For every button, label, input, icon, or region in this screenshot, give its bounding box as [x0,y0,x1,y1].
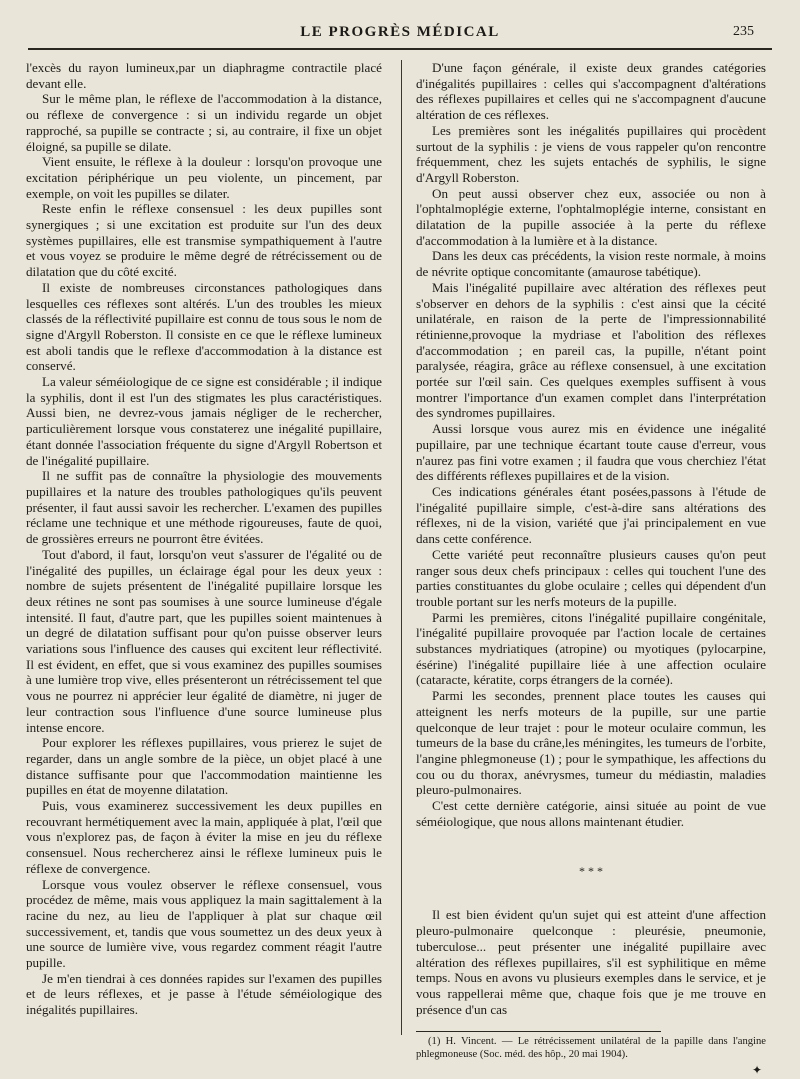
header-rule [28,48,772,50]
paragraph: Parmi les secondes, prennent place toutes les causes qui atteignent les nerfs moteurs de la pupille, sur une partie quelconque de leur trajet : pour le moteur oculaire commun, les tumeurs de la base du crâne,les méningites, les tumeurs de l'orbite, l'angine phlegmoneuse (1) ; pour le sympathique, les affections du cou ou du thorax, anévrysmes, tumeur du médiastin, maladies pleuro-pulmonaires. [416,688,766,798]
paragraph: Tout d'abord, il faut, lorsqu'on veut s'assurer de l'égalité ou de l'inégalité des pupilles, un éclairage égal pour les deux yeux : nombre de sujets présentent de l'inégalité pupillaire lorsque les deux rétines ne sont pas soumises à une source lumineuse d'égale intensité. Il faut, d'autre part, que les pupilles soient maintenues à un degré de dilatation suffisant pour qu'on puisse observer leurs variations sous l'influence des causes qui excitent leur réflectivité. Il est évident, en effet, que si vous examinez des pupilles soumises à une lumière trop vive, elles présenteront un rétrécissement tel que vous ne pourrez ni apprécier leur égalité de diamètre, ni juger de leur contraction sous l'influence d'une source lumineuse plus intense encore. [26,546,382,735]
paragraph: Il existe de nombreuses circonstances pathologiques dans lesquelles ces réflexes sont altérés. L'un des troubles les mieux classés de la réflectivité pupillaire est connu de tous sous le nom de signe d'Argyll Roberston. Il consiste en ce que le réflexe lumineux est aboli tandis que le reflexe d'accommodation à la distance est conservé. [26,279,382,374]
paragraph: Je m'en tiendrai à ces données rapides sur l'examen des pupilles et de leurs réflexes, et je passe à l'étude séméiologique des inégalités pupillaires. [26,970,382,1018]
page-number: 235 [733,24,754,39]
footnote: (1) H. Vincent. — Le rétrécissement unilatéral de la papille dans l'angine phlegmoneuse (Soc. méd. des hôp., 20 mai 1904). [416,1036,766,1060]
paragraph: La valeur séméiologique de ce signe est considérable ; il indique la syphilis, dont il est l'un des stigmates les plus caractéristiques. Aussi bien, ne devrez-vous jamais négliger de le rechercher, particulièrement lorsque vous constaterez une inégalité pupillaire, étant donnée l'association fréquente du signe d'Argyll Robertson et de l'inégalité pupillaire. [26,374,382,468]
footnote-rule [416,1031,661,1032]
journal-title: LE PROGRÈS MÉDICAL [300,24,500,40]
paragraph: Mais l'inégalité pupillaire avec altération des réflexes peut s'observer en dehors de la syphilis : c'est ainsi que la cécité unilatérale, en raison de la perte de l'impressionnabilité rétinienne,provoque la mydriase et l'abolition des réflexes d'accommodation ; en pareil cas, la pupille, n'étant point paralysée, réagira, grâce au réflexe consensuel, à une excitation portée sur l'œil sain. Ces quelques exemples suffisent à vous montrer l'importance d'un examen complet dans l'interprétation des syndromes pupillaires. [416,279,766,421]
paragraph: Les premières sont les inégalités pupillaires qui procèdent surtout de la syphilis : je viens de vous rappeler qu'on rencontre fréquemment, chez les sujets entachés de syphilis, le signe d'Argyll Roberston. [416,122,766,185]
running-header [28,20,772,46]
paragraph: Dans les deux cas précédents, la vision reste normale, à moins de névrite optique concomitante (amaurose tabétique). [416,248,766,280]
paragraph: Il est bien évident qu'un sujet qui est atteint d'une affection pleuro-pulmonaire quelconque : pleurésie, pneumonie, tuberculose... peut présenter une inégalité pupillaire avec altération des réflexes pupillaires, s'il est syphilitique en même temps. Nous en avons vu plusieurs exemples dans le service, et je vous rappellerai même que, chaque fois que je me trouve en présence d'un cas [416,907,766,1017]
paragraph: C'est cette dernière catégorie, ainsi située au point de vue séméiologique, que nous allons maintenant étudier. [416,798,766,829]
paragraph: Lorsque vous voulez observer le réflexe consensuel, vous procédez de même, mais vous appliquez la main sagittalement à la racine du nez, au lieu de l'appliquer à plat sur chaque œil successivement, et, tandis que vous soumettez un des deux yeux à une source de lumière vive, vous regardez comment réagit l'autre pupille. [26,876,382,971]
paragraph: Parmi les premières, citons l'inégalité pupillaire congénitale, l'inégalité pupillaire provoquée par l'action locale de certaines substances mydriatiques (atropine) ou myotiques (pylocarpine, ésérine) l'inégalité pupillaire liée à une affection oculaire (cataracte, kératite, corps étrangers de la cornée). [416,609,766,688]
paragraph: Sur le même plan, le réflexe de l'accommodation à la distance, ou réflexe de convergence : si un individu regarde un objet rapproché, sa pupille se contracte ; si, au contraire, il fixe un objet éloigné, sa pupille se dilate. [26,91,382,154]
paragraph: l'excès du rayon lumineux,par un diaphragme contractile placé devant elle. [26,60,382,91]
paragraph: On peut aussi observer chez eux, associée ou non à l'ophtalmoplégie externe, l'ophtalmoplégie interne, consistant en dilatation de la pupille associée à la perte du réflexe d'accommodation à la lumière et à la distance. [416,185,766,248]
section-separator: * * * [579,864,603,879]
paragraph: Il ne suffit pas de connaître la physiologie des mouvements pupillaires et la nature des troubles pathologiques qu'ils peuvent présenter, il faut aussi savoir les rechercher. L'examen des pupilles réclame une technique et une méthode rigoureuses, faute de quoi, de grossières erreurs ne pourront être évitées. [26,468,382,547]
paragraph: Reste enfin le réflexe consensuel : les deux pupilles sont synergiques ; si une excitation est produite sur l'un des deux systèmes pupillaires, elle est transmise sympathiquement à l'autre et vous voyez se produire le même degré de rétrécissement ou de dilatation que du côté excité. [26,201,382,280]
column-divider [401,60,402,1035]
paragraph: Cette variété peut reconnaître plusieurs causes qu'on peut ranger sous deux chefs principaux : celles qui touchent l'une des parties constituantes du globe oculaire ; celles qui dépendent d'un trouble portant sur les nerfs moteurs de la pupille. [416,546,766,609]
paragraph: Pour explorer les réflexes pupillaires, vous prierez le sujet de regarder, dans un angle sombre de la pièce, un objet placé à une distance suffisante pour que l'accommodation maintienne les pupilles en état de moyenne dilatation. [26,735,382,798]
paragraph: Vient ensuite, le réflexe à la douleur : lorsqu'on provoque une excitation périphérique un peu violente, un pincement, par exemple, on voit les pupilles se dilater. [26,154,382,201]
paragraph: Aussi lorsque vous aurez mis en évidence une inégalité pupillaire, par une technique écartant toute cause d'erreur, vous n'aurez pas fini votre examen ; il faudra que vous cherchiez l'état des différents réflexes pupillaires et de la vision. [416,421,766,484]
left-column [26,60,382,1018]
paragraph: D'une façon générale, il existe deux grandes catégories d'inégalités pupillaires : celles qui s'accompagnent d'altérations des réflexes pupillaires et celles qui ne s'accompagnent d'aucune altération de ces réflexes. [416,60,766,123]
paragraph: Ces indications générales étant posées,passons à l'étude de l'inégalité pupillaire simple, c'est-à-dire sans altérations des réflexes, ni de la vision, variété que j'ai principalement en vue dans cette conférence. [416,483,766,547]
right-column [416,60,766,1079]
paragraph: Puis, vous examinerez successivement les deux pupilles en recouvrant hermétiquement avec la main, appliquée à plat, l'œil que vous n'explorez pas, de façon à éviter la mise en jeu du réflexe consensuel. Nous rechercherez ainsi le réflexe lumineux puis le réflexe de convergence. [26,798,382,876]
ornament-icon: ✦ [751,1063,762,1078]
